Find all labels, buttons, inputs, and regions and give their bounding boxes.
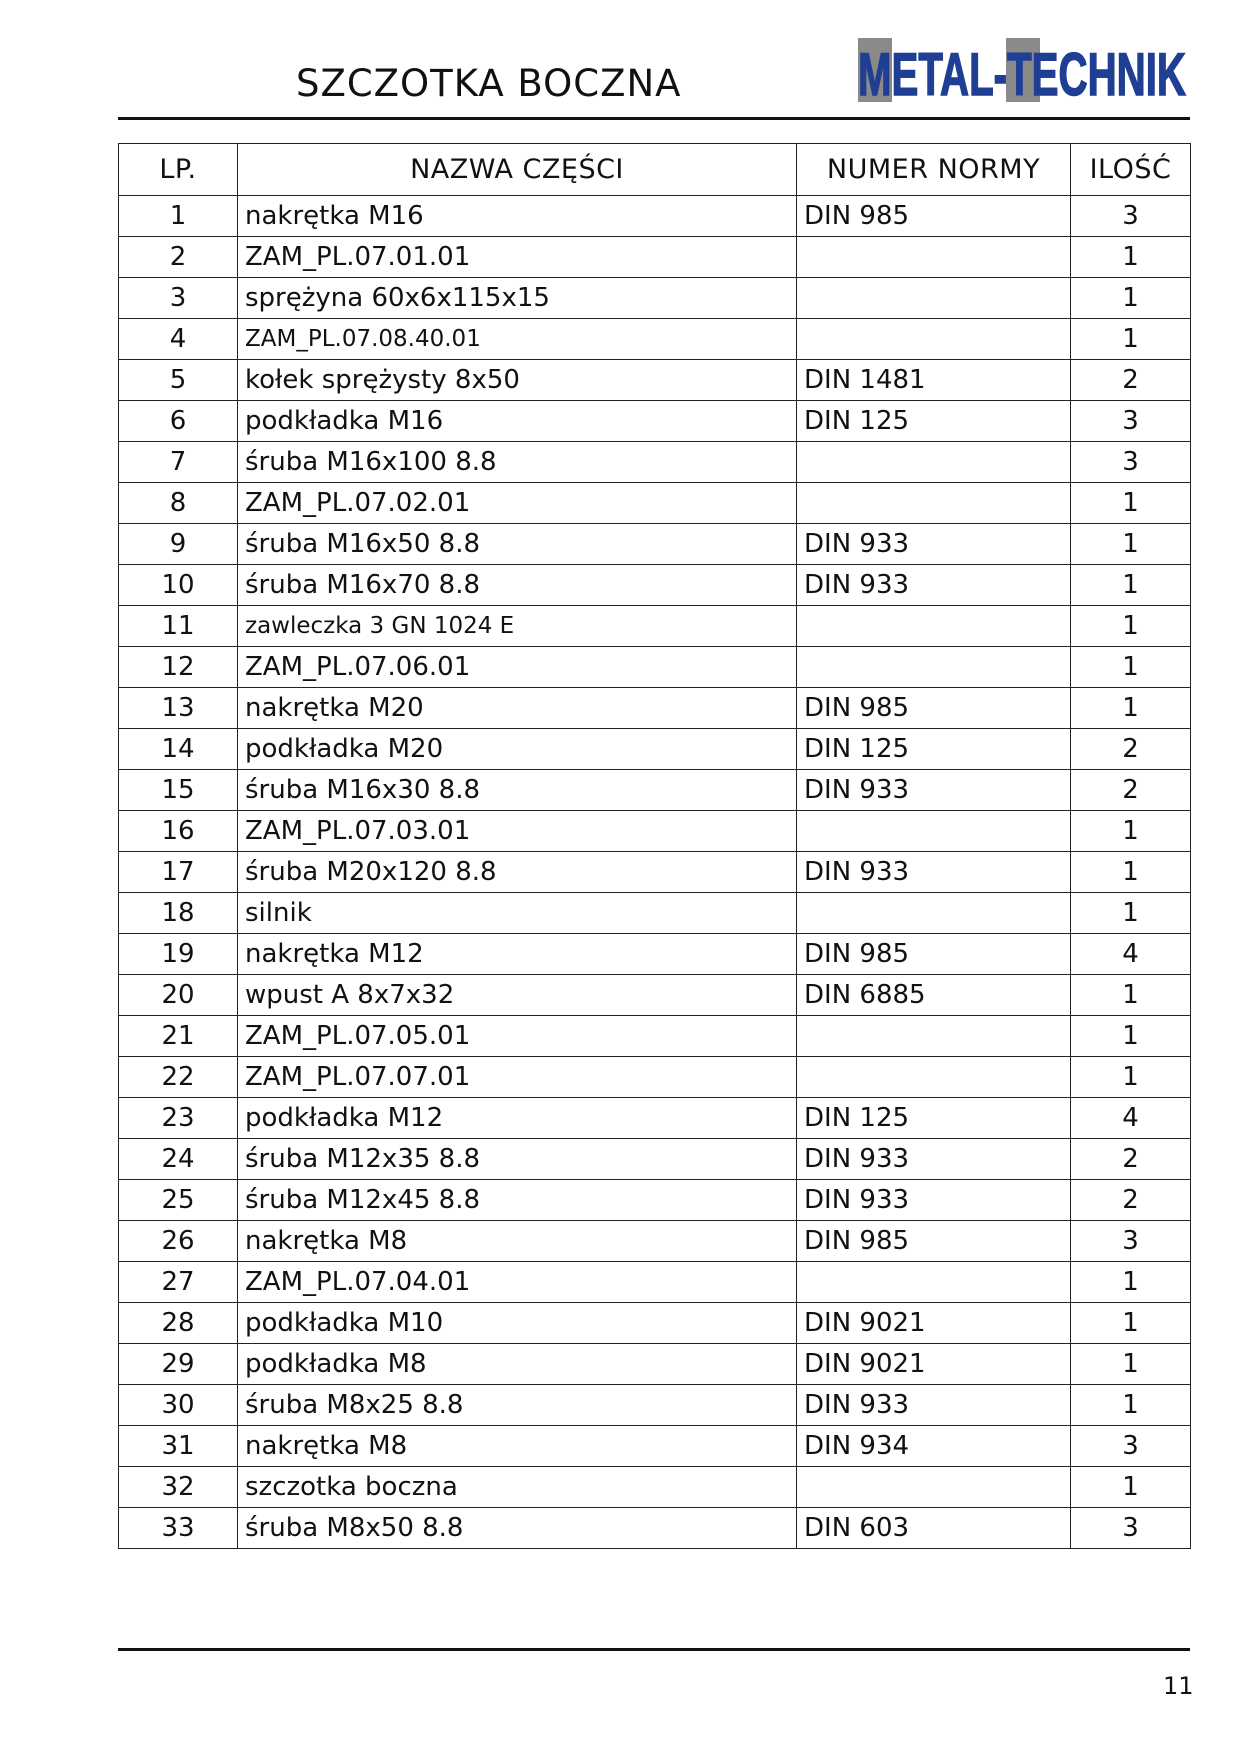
table-row (119, 811, 1191, 852)
cell-lp: 31 (119, 1426, 238, 1467)
cell-norm: DIN 985 (797, 196, 1071, 237)
cell-quantity: 1 (1071, 1344, 1191, 1385)
cell-lp: 10 (119, 565, 238, 606)
cell-norm: DIN 9021 (797, 1344, 1071, 1385)
cell-lp: 30 (119, 1385, 238, 1426)
cell-lp: 2 (119, 237, 238, 278)
cell-quantity: 1 (1071, 1385, 1191, 1426)
cell-lp: 32 (119, 1467, 238, 1508)
cell-part-name: śruba M12x35 8.8 (238, 1139, 797, 1180)
table-row (119, 1508, 1191, 1549)
cell-norm: DIN 933 (797, 1180, 1071, 1221)
cell-norm (797, 278, 1071, 319)
cell-quantity: 1 (1071, 1057, 1191, 1098)
column-header-lp: LP. (119, 144, 238, 196)
cell-part-name: śruba M12x45 8.8 (238, 1180, 797, 1221)
cell-quantity: 1 (1071, 606, 1191, 647)
cell-quantity: 3 (1071, 1508, 1191, 1549)
cell-norm (797, 811, 1071, 852)
cell-part-name: śruba M16x50 8.8 (238, 524, 797, 565)
cell-lp: 21 (119, 1016, 238, 1057)
cell-lp: 19 (119, 934, 238, 975)
table-row (119, 278, 1191, 319)
footer-divider (118, 1648, 1190, 1651)
table-row (119, 360, 1191, 401)
cell-quantity: 1 (1071, 565, 1191, 606)
cell-part-name: ZAM_PL.07.07.01 (238, 1057, 797, 1098)
cell-lp: 18 (119, 893, 238, 934)
table-row (119, 606, 1191, 647)
table-row (119, 647, 1191, 688)
table-header-row (119, 144, 1191, 196)
cell-lp: 6 (119, 401, 238, 442)
cell-lp: 22 (119, 1057, 238, 1098)
cell-lp: 28 (119, 1303, 238, 1344)
cell-quantity: 2 (1071, 1180, 1191, 1221)
cell-norm: DIN 6885 (797, 975, 1071, 1016)
cell-quantity: 1 (1071, 1303, 1191, 1344)
cell-part-name: podkładka M10 (238, 1303, 797, 1344)
table-row (119, 1098, 1191, 1139)
cell-quantity: 1 (1071, 483, 1191, 524)
table-row (119, 442, 1191, 483)
cell-part-name: ZAM_PL.07.03.01 (238, 811, 797, 852)
cell-lp: 26 (119, 1221, 238, 1262)
cell-lp: 8 (119, 483, 238, 524)
header-divider (118, 117, 1190, 120)
cell-norm: DIN 125 (797, 1098, 1071, 1139)
cell-part-name: ZAM_PL.07.02.01 (238, 483, 797, 524)
cell-part-name: śruba M8x25 8.8 (238, 1385, 797, 1426)
cell-quantity: 1 (1071, 1016, 1191, 1057)
parts-table (118, 143, 1191, 1549)
table-row (119, 1016, 1191, 1057)
cell-norm (797, 237, 1071, 278)
cell-lp: 14 (119, 729, 238, 770)
table-row (119, 1385, 1191, 1426)
company-logo (858, 38, 1188, 102)
cell-norm (797, 1016, 1071, 1057)
cell-quantity: 1 (1071, 893, 1191, 934)
cell-lp: 17 (119, 852, 238, 893)
cell-part-name: szczotka boczna (238, 1467, 797, 1508)
cell-lp: 27 (119, 1262, 238, 1303)
cell-quantity: 3 (1071, 1426, 1191, 1467)
cell-quantity: 1 (1071, 319, 1191, 360)
cell-norm: DIN 985 (797, 1221, 1071, 1262)
table-row (119, 319, 1191, 360)
cell-part-name: ZAM_PL.07.06.01 (238, 647, 797, 688)
cell-quantity: 1 (1071, 975, 1191, 1016)
cell-part-name: kołek sprężysty 8x50 (238, 360, 797, 401)
cell-quantity: 1 (1071, 278, 1191, 319)
cell-lp: 29 (119, 1344, 238, 1385)
cell-norm: DIN 985 (797, 934, 1071, 975)
cell-norm (797, 1057, 1071, 1098)
cell-part-name: silnik (238, 893, 797, 934)
cell-quantity: 2 (1071, 770, 1191, 811)
table-row (119, 729, 1191, 770)
cell-lp: 5 (119, 360, 238, 401)
table-row (119, 1221, 1191, 1262)
cell-quantity: 4 (1071, 934, 1191, 975)
cell-lp: 16 (119, 811, 238, 852)
cell-part-name: nakrętka M8 (238, 1426, 797, 1467)
cell-norm: DIN 985 (797, 688, 1071, 729)
cell-quantity: 4 (1071, 1098, 1191, 1139)
table-row (119, 1426, 1191, 1467)
column-header-name: NAZWA CZĘŚCI (238, 144, 797, 196)
cell-lp: 4 (119, 319, 238, 360)
table-row (119, 196, 1191, 237)
table-row (119, 975, 1191, 1016)
cell-part-name: ZAM_PL.07.01.01 (238, 237, 797, 278)
table-row (119, 1139, 1191, 1180)
table-row (119, 770, 1191, 811)
cell-norm (797, 893, 1071, 934)
cell-norm: DIN 933 (797, 524, 1071, 565)
cell-quantity: 3 (1071, 1221, 1191, 1262)
cell-quantity: 1 (1071, 1262, 1191, 1303)
table-row (119, 565, 1191, 606)
cell-lp: 13 (119, 688, 238, 729)
cell-part-name: nakrętka M20 (238, 688, 797, 729)
cell-part-name: nakrętka M8 (238, 1221, 797, 1262)
table-row (119, 688, 1191, 729)
cell-lp: 3 (119, 278, 238, 319)
cell-norm: DIN 125 (797, 729, 1071, 770)
cell-lp: 20 (119, 975, 238, 1016)
cell-lp: 15 (119, 770, 238, 811)
cell-part-name: podkładka M20 (238, 729, 797, 770)
cell-part-name: podkładka M8 (238, 1344, 797, 1385)
cell-norm (797, 442, 1071, 483)
cell-quantity: 2 (1071, 729, 1191, 770)
table-row (119, 1467, 1191, 1508)
cell-part-name: nakrętka M12 (238, 934, 797, 975)
cell-quantity: 1 (1071, 237, 1191, 278)
cell-part-name: sprężyna 60x6x115x15 (238, 278, 797, 319)
page-number: 11 (1163, 1672, 1194, 1700)
table-row (119, 524, 1191, 565)
cell-quantity: 1 (1071, 688, 1191, 729)
cell-norm: DIN 1481 (797, 360, 1071, 401)
column-header-qty: ILOŚĆ (1071, 144, 1191, 196)
cell-quantity: 3 (1071, 401, 1191, 442)
cell-norm: DIN 933 (797, 770, 1071, 811)
parts-table-body (119, 196, 1191, 1549)
cell-norm (797, 483, 1071, 524)
cell-quantity: 3 (1071, 442, 1191, 483)
cell-lp: 23 (119, 1098, 238, 1139)
cell-norm (797, 1467, 1071, 1508)
cell-quantity: 1 (1071, 811, 1191, 852)
cell-quantity: 2 (1071, 360, 1191, 401)
cell-norm: DIN 933 (797, 565, 1071, 606)
cell-quantity: 3 (1071, 196, 1191, 237)
cell-part-name: śruba M20x120 8.8 (238, 852, 797, 893)
cell-norm: DIN 933 (797, 852, 1071, 893)
page-title: SZCZOTKA BOCZNA (296, 62, 682, 105)
table-row (119, 934, 1191, 975)
table-row (119, 401, 1191, 442)
cell-norm (797, 606, 1071, 647)
cell-lp: 9 (119, 524, 238, 565)
table-row (119, 1303, 1191, 1344)
cell-part-name: ZAM_PL.07.05.01 (238, 1016, 797, 1057)
cell-part-name: ZAM_PL.07.08.40.01 (238, 319, 797, 360)
cell-lp: 25 (119, 1180, 238, 1221)
cell-part-name: nakrętka M16 (238, 196, 797, 237)
table-row (119, 852, 1191, 893)
cell-lp: 33 (119, 1508, 238, 1549)
cell-quantity: 1 (1071, 1467, 1191, 1508)
cell-part-name: podkładka M16 (238, 401, 797, 442)
cell-lp: 24 (119, 1139, 238, 1180)
table-row (119, 1180, 1191, 1221)
table-row (119, 893, 1191, 934)
cell-norm: DIN 603 (797, 1508, 1071, 1549)
cell-part-name: zawleczka 3 GN 1024 E (238, 606, 797, 647)
column-header-norm: NUMER NORMY (797, 144, 1071, 196)
cell-part-name: śruba M16x70 8.8 (238, 565, 797, 606)
table-row (119, 1344, 1191, 1385)
cell-norm: DIN 933 (797, 1139, 1071, 1180)
cell-norm (797, 319, 1071, 360)
cell-norm (797, 1262, 1071, 1303)
cell-norm: DIN 934 (797, 1426, 1071, 1467)
cell-part-name: śruba M16x30 8.8 (238, 770, 797, 811)
cell-lp: 1 (119, 196, 238, 237)
cell-quantity: 1 (1071, 852, 1191, 893)
cell-quantity: 1 (1071, 524, 1191, 565)
cell-part-name: ZAM_PL.07.04.01 (238, 1262, 797, 1303)
cell-part-name: wpust A 8x7x32 (238, 975, 797, 1016)
table-row (119, 483, 1191, 524)
cell-lp: 7 (119, 442, 238, 483)
cell-norm: DIN 9021 (797, 1303, 1071, 1344)
cell-part-name: śruba M16x100 8.8 (238, 442, 797, 483)
cell-quantity: 1 (1071, 647, 1191, 688)
cell-quantity: 2 (1071, 1139, 1191, 1180)
cell-norm: DIN 125 (797, 401, 1071, 442)
cell-lp: 12 (119, 647, 238, 688)
cell-part-name: śruba M8x50 8.8 (238, 1508, 797, 1549)
cell-norm (797, 647, 1071, 688)
table-row (119, 1057, 1191, 1098)
cell-norm: DIN 933 (797, 1385, 1071, 1426)
cell-lp: 11 (119, 606, 238, 647)
table-row (119, 1262, 1191, 1303)
table-row (119, 237, 1191, 278)
cell-part-name: podkładka M12 (238, 1098, 797, 1139)
logo-text: METAL-TECHNIK (858, 41, 1186, 102)
